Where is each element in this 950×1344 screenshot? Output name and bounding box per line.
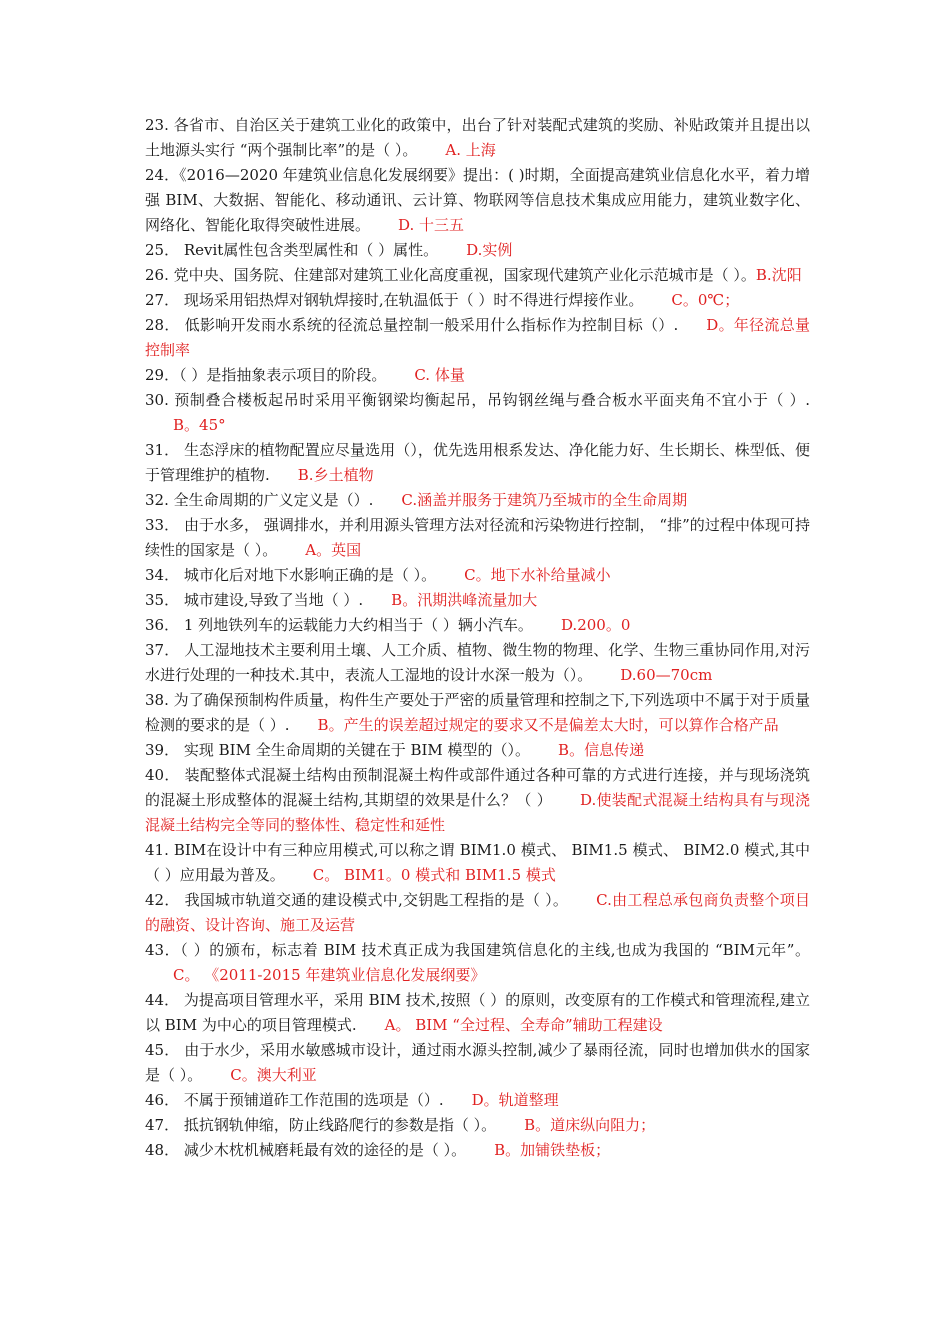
answer-text: B。45° (173, 416, 226, 434)
question-33 (145, 513, 810, 563)
question-39 (145, 738, 810, 763)
answer-text: C。澳大利亚 (230, 1066, 317, 1084)
question-37 (145, 638, 810, 688)
question-45 (145, 1038, 810, 1088)
question-text: 45． 由于水少，采用水敏感城市设计，通过雨水源头控制,减少了暴雨径流，同时也增加供水的国家是（ ）。 (145, 1041, 810, 1084)
question-text: 23. 各省市、自治区关于建筑工业化的政策中，出台了针对装配式建筑的奖励、补贴政策并且提出以土地源头实行 “两个强制比率”的是（ ）。 (145, 116, 810, 159)
answer-text: D.实例 (466, 241, 513, 259)
question-25 (145, 238, 810, 263)
question-40 (145, 763, 810, 838)
question-23 (145, 113, 810, 163)
question-text: 32. 全生命周期的广义定义是（）. (145, 491, 374, 509)
question-text: 30. 预制叠合楼板起吊时采用平衡钢梁均衡起吊，吊钩钢丝绳与叠合板水平面夹角不宜小于（ ）. (145, 391, 810, 409)
question-text: 38. 为了确保预制构件质量，构件生产要处于严密的质量管理和控制之下,下列选项中不属于对于质量检测的要求的是（ ）. (145, 691, 810, 734)
question-text: 24．《2016—2020 年建筑业信息化发展纲要》提出：( )时期，全面提高建筑业信息化水平，着力增强 BIM、大数据、智能化、移动通讯、云计算、物联网等信息技术集成应用能力，建筑业数字化、网络化、智能化取得突破性进展。 (145, 166, 810, 234)
question-list (145, 113, 810, 1163)
question-text: 47． 抵抗钢轨伸缩，防止线路爬行的参数是指（ ）。 (145, 1116, 497, 1134)
answer-text: B。汛期洪峰流量加大 (391, 591, 538, 609)
question-text: 44． 为提高项目管理水平，采用 BIM 技术,按照（ ）的原则，改变原有的工作模式和管理流程,建立以 BIM 为中心的项目管理模式. (145, 991, 811, 1034)
answer-text: C。 BIM1。0 模式和 BIM1.5 模式 (312, 866, 556, 884)
question-44 (145, 988, 810, 1038)
question-text: 37． 人工湿地技术主要利用土壤、人工介质、植物、微生物的物理、化学、生物三重协同作用,对污水进行处理的一种技术.其中，表流人工湿地的设计水深一般为（）。 (145, 641, 810, 684)
answer-text: A. 上海 (445, 141, 496, 159)
answer-text: C。0℃； (671, 291, 740, 309)
question-26 (145, 263, 810, 288)
answer-text: C.涵盖并服务于建筑乃至城市的全生命周期 (401, 491, 688, 509)
answer-text: D.200。0 (560, 616, 631, 634)
answer-text: C。 《2011-2015 年建筑业信息化发展纲要》 (173, 966, 486, 984)
question-text: 41. BIM在设计中有三种应用模式,可以称之谓 BIM1.0 模式、 BIM1.5 模式、 BIM2.0 模式,其中（ ）应用最为普及。 (145, 841, 810, 884)
question-32 (145, 488, 810, 513)
question-29 (145, 363, 810, 388)
question-text: 35． 城市建设,导致了当地（ ）. (145, 591, 364, 609)
question-38 (145, 688, 810, 738)
question-47 (145, 1113, 810, 1138)
answer-text: D.使装配式混凝土结构具有与现浇混凝土结构完全等同的整体性、稳定性和延性 (145, 791, 810, 834)
question-36 (145, 613, 810, 638)
answer-text: A。 BIM “全过程、全寿命”辅助工程建设 (384, 1016, 663, 1034)
answer-text: B。信息传递 (558, 741, 645, 759)
answer-text: B.沈阳 (755, 266, 802, 284)
question-text: 39． 实现 BIM 全生命周期的关键在于 BIM 模型的（）。 (145, 741, 531, 759)
answer-text: B。产生的误差超过规定的要求又不是偏差太大时，可以算作合格产品 (317, 716, 779, 734)
question-46 (145, 1088, 810, 1113)
answer-text: C.由工程总承包商负责整个项目的融资、设计咨询、施工及运营 (145, 891, 810, 934)
question-text: 26. 党中央、国务院、住建部对建筑工业化高度重视，国家现代建筑产业化示范城市是（ ）。 (145, 266, 756, 284)
question-41 (145, 838, 810, 888)
question-text: 42． 我国城市轨道交通的建设模式中,交钥匙工程指的是（ ）。 (145, 891, 569, 909)
question-27 (145, 288, 810, 313)
answer-text: B。道床纵向阻力； (524, 1116, 656, 1134)
answer-text: B。加铺铁垫板； (494, 1141, 611, 1159)
question-text: 46． 不属于预铺道砟工作范围的选项是（）. (145, 1091, 444, 1109)
answer-text: D。轨道整理 (471, 1091, 559, 1109)
question-text: 31． 生态浮床的植物配置应尽量选用（），优先选用根系发达、净化能力好、生长期长、株型低、便于管理维护的植物. (145, 441, 810, 484)
question-48 (145, 1138, 810, 1163)
question-text: 36． 1 列地铁列车的运载能力大约相当于（ ）辆小汽车。 (145, 616, 533, 634)
question-text: 29．（ ）是指抽象表示项目的阶段。 (145, 366, 387, 384)
answer-text: D. 十三五 (398, 216, 465, 234)
question-text: 25． Revit属性包含类型属性和（ ）属性。 (145, 241, 439, 259)
question-35 (145, 588, 810, 613)
question-text: 48． 减少木枕机械磨耗最有效的途径的是（ ）。 (145, 1141, 467, 1159)
answer-text: C. 体量 (414, 366, 465, 384)
answer-text: C。地下水补给量减小 (464, 566, 611, 584)
question-text: 43．（ ）的颁布，标志着 BIM 技术真正成为我国建筑信息化的主线,也成为我国的 “BIM元年”。 (145, 941, 810, 959)
question-text: 28． 低影响开发雨水系统的径流总量控制一般采用什么指标作为控制目标（）. (145, 316, 679, 334)
question-42 (145, 888, 810, 938)
question-24 (145, 163, 810, 238)
question-43 (145, 938, 810, 988)
answer-text: D。年径流总量控制率 (145, 316, 810, 359)
answer-text: B.乡土植物 (297, 466, 374, 484)
question-text: 34． 城市化后对地下水影响正确的是（ ）。 (145, 566, 437, 584)
question-text: 40． 装配整体式混凝土结构由预制混凝土构件或部件通过各种可靠的方式进行连接，并与现场浇筑的混凝土形成整体的混凝土结构,其期望的效果是什么？（ ） (145, 766, 810, 809)
question-text: 27． 现场采用铝热焊对钢轨焊接时,在轨温低于（ ）时不得进行焊接作业。 (145, 291, 644, 309)
question-28 (145, 313, 810, 363)
answer-text: D.60—70cm (620, 666, 713, 684)
question-30 (145, 388, 810, 438)
answer-text: A。英国 (305, 541, 362, 559)
question-31 (145, 438, 810, 488)
question-text: 33． 由于水多， 强调排水，并利用源头管理方法对径流和污染物进行控制， “排”的过程中体现可持续性的国家是（ ）。 (145, 516, 810, 559)
question-34 (145, 563, 810, 588)
